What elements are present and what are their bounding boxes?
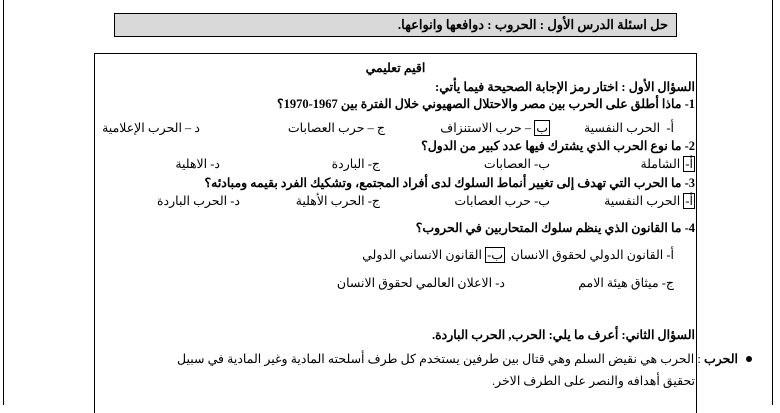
q1-item2-option-a-correct bbox=[640, 156, 695, 172]
q2-definition-line1 bbox=[177, 351, 738, 367]
q2-heading: السؤال الثاني: أعرف ما يلي: الحرب, الحرب الباردة. bbox=[431, 328, 695, 342]
q1-item2-option-d: د- الاهلية bbox=[175, 157, 220, 171]
correct-answer-box: أ- bbox=[685, 194, 693, 208]
correct-answer-box: ب bbox=[536, 121, 548, 135]
page-right-border bbox=[772, 0, 773, 405]
subtitle: اقيم تعليمي bbox=[365, 61, 426, 75]
option-text: – حرب الاستنزاف bbox=[440, 121, 532, 135]
option-letter: أ- bbox=[666, 121, 674, 135]
q1-item1-option-d: د – الحرب الإعلامية bbox=[102, 121, 200, 135]
q1-item3-option-b: ب- حرب العصابات bbox=[454, 194, 550, 208]
q1-item3-question: 3- ما الحرب التي تهدف إلى تغيير أنماط السلوك لدى أفراد المجتمع، وتشكيك الفرد بقيمه ومبادئه؟ bbox=[204, 176, 695, 190]
bullet-icon bbox=[746, 356, 752, 362]
correct-answer-box: ب- bbox=[487, 248, 503, 262]
q1-item1-question: 1- ماذا أطلق على الحرب بين مصر والاحتلال الصهيوني خلال الفترة بين 1967-1970؟ bbox=[276, 97, 695, 111]
q1-item3-option-a-correct bbox=[604, 193, 695, 209]
q1-item1-option-b-correct bbox=[440, 120, 550, 136]
page-left-border bbox=[3, 0, 4, 405]
definition-term: الحرب bbox=[703, 352, 738, 366]
q1-item4-option-d: د- الاعلان العالمي لحقوق الانسان bbox=[336, 276, 505, 290]
option-text: الحرب النفسية bbox=[583, 121, 661, 135]
q1-item2-option-c: ج- الباردة bbox=[331, 157, 380, 171]
definition-text: : الحرب هي نقيض السلم وهي قتال بين طرفين يستخدم كل طرف أسلحته المادية وغير المادية في سبيل bbox=[177, 352, 701, 366]
lesson-title: حل اسئلة الدرس الأول : الحروب : دوافعها وانواعها. bbox=[114, 13, 677, 37]
q1-item4-option-a: أ- القانون الدولي لحقوق الانسان bbox=[510, 248, 674, 262]
q1-item3-option-c: ج- الحرب الأهلية bbox=[295, 194, 380, 208]
q1-item1-option-c: ج – حرب العصابات bbox=[287, 121, 385, 135]
option-text: القانون الانساني الدولي bbox=[362, 248, 482, 262]
q1-item4-question: 4- ما القانون الذي ينظم سلوك المتحاربين في الحروب؟ bbox=[415, 221, 695, 235]
correct-answer-box: أ- bbox=[685, 157, 693, 171]
option-text: الحرب النفسية bbox=[604, 194, 681, 208]
q2-definition-line2: تحقيق أهدافه والنصر على الطرف الاخر. bbox=[491, 374, 695, 388]
q1-heading: السؤال الأول : اختار رمز الإجابة الصحيحة فيما يأتي: bbox=[435, 80, 695, 94]
q1-item2-question: 2- ما نوع الحرب الذي يشترك فيها عدد كبير من الدول؟ bbox=[421, 139, 695, 153]
q1-item3-option-d: د- الحرب الباردة bbox=[156, 194, 240, 208]
q1-item2-option-b: ب- العصابات bbox=[483, 157, 550, 171]
option-text: الشاملة bbox=[640, 157, 681, 171]
q1-item4-option-c: ج- ميثاق هيئة الامم bbox=[578, 276, 674, 290]
q1-item4-option-b-correct bbox=[362, 247, 505, 263]
q1-item1-option-a bbox=[584, 120, 674, 136]
